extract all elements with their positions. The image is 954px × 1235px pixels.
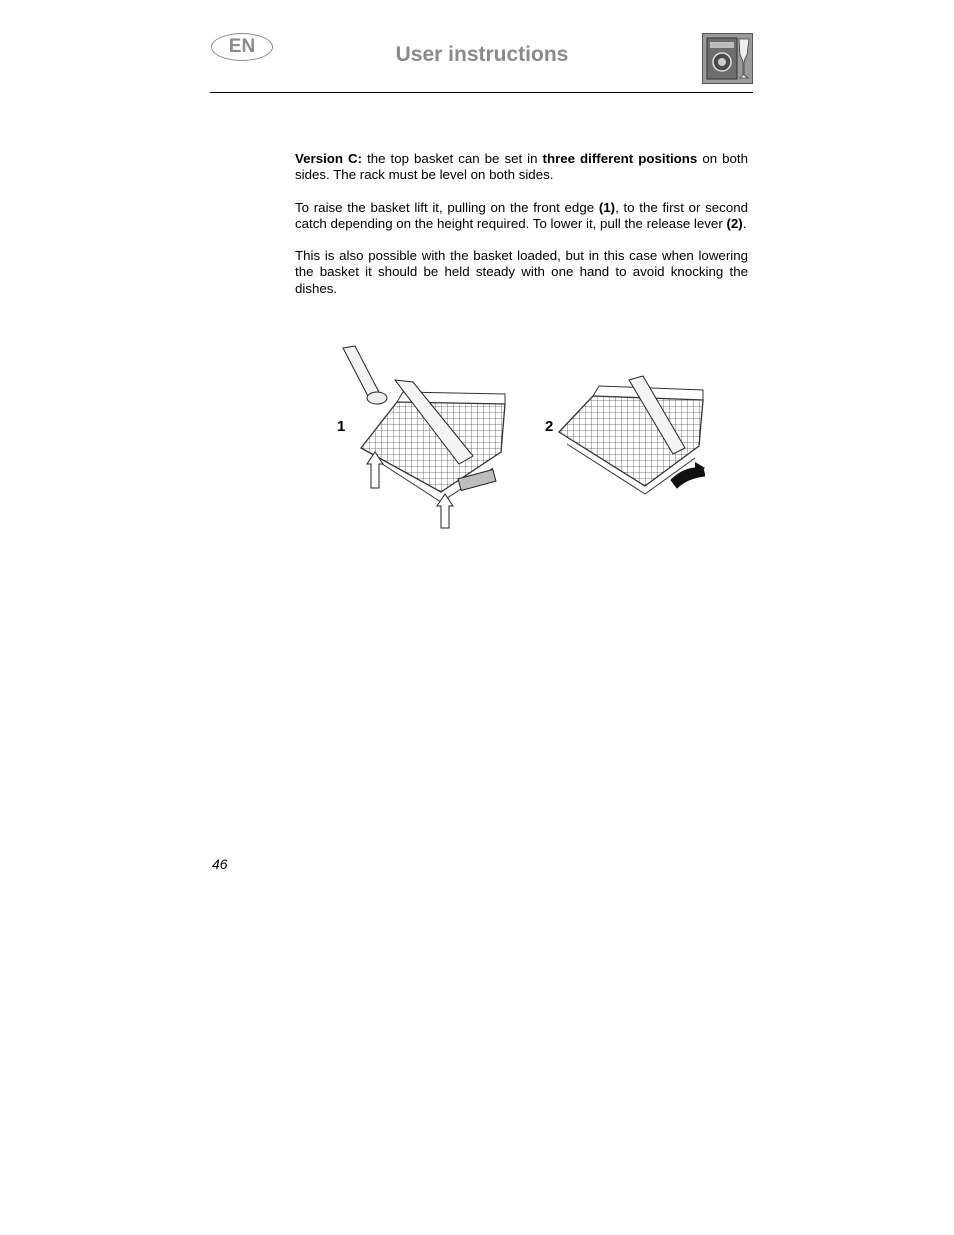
positions-emphasis: three different positions bbox=[542, 151, 698, 166]
header-divider bbox=[210, 92, 753, 93]
text-run: on both sides. The rack must be level on both sides. bbox=[295, 151, 748, 183]
paragraph-loaded: This is also possible with the basket loaded, but in this case when lowering the basket it should be held steady with one hand to avoid knocking the dishes. bbox=[295, 248, 748, 296]
page-title: User instructions bbox=[395, 43, 569, 66]
figure-label-2: 2 bbox=[545, 418, 554, 435]
text-run: To raise the basket lift it, pulling on the front edge bbox=[295, 199, 599, 215]
language-badge: EN bbox=[211, 33, 273, 61]
text-run: , to the first or second catch depending on the height required. To lower it, pull the release lever bbox=[295, 199, 749, 231]
paragraph-version-c bbox=[295, 151, 748, 184]
instructions-body bbox=[295, 151, 748, 313]
basket-1 bbox=[343, 346, 505, 528]
basket-illustration bbox=[333, 340, 705, 532]
text-run: the top basket can be set in bbox=[362, 151, 543, 166]
basket-2 bbox=[559, 376, 705, 494]
paragraph-raise bbox=[295, 200, 748, 233]
version-label: Version C: bbox=[295, 151, 363, 166]
reference-1: (1) bbox=[598, 199, 616, 215]
dishwasher-icon bbox=[702, 33, 753, 84]
reference-2: (2) bbox=[726, 215, 743, 231]
page-number: 46 bbox=[212, 856, 228, 872]
text-run: . bbox=[742, 215, 747, 231]
figure-label-1: 1 bbox=[337, 418, 346, 435]
